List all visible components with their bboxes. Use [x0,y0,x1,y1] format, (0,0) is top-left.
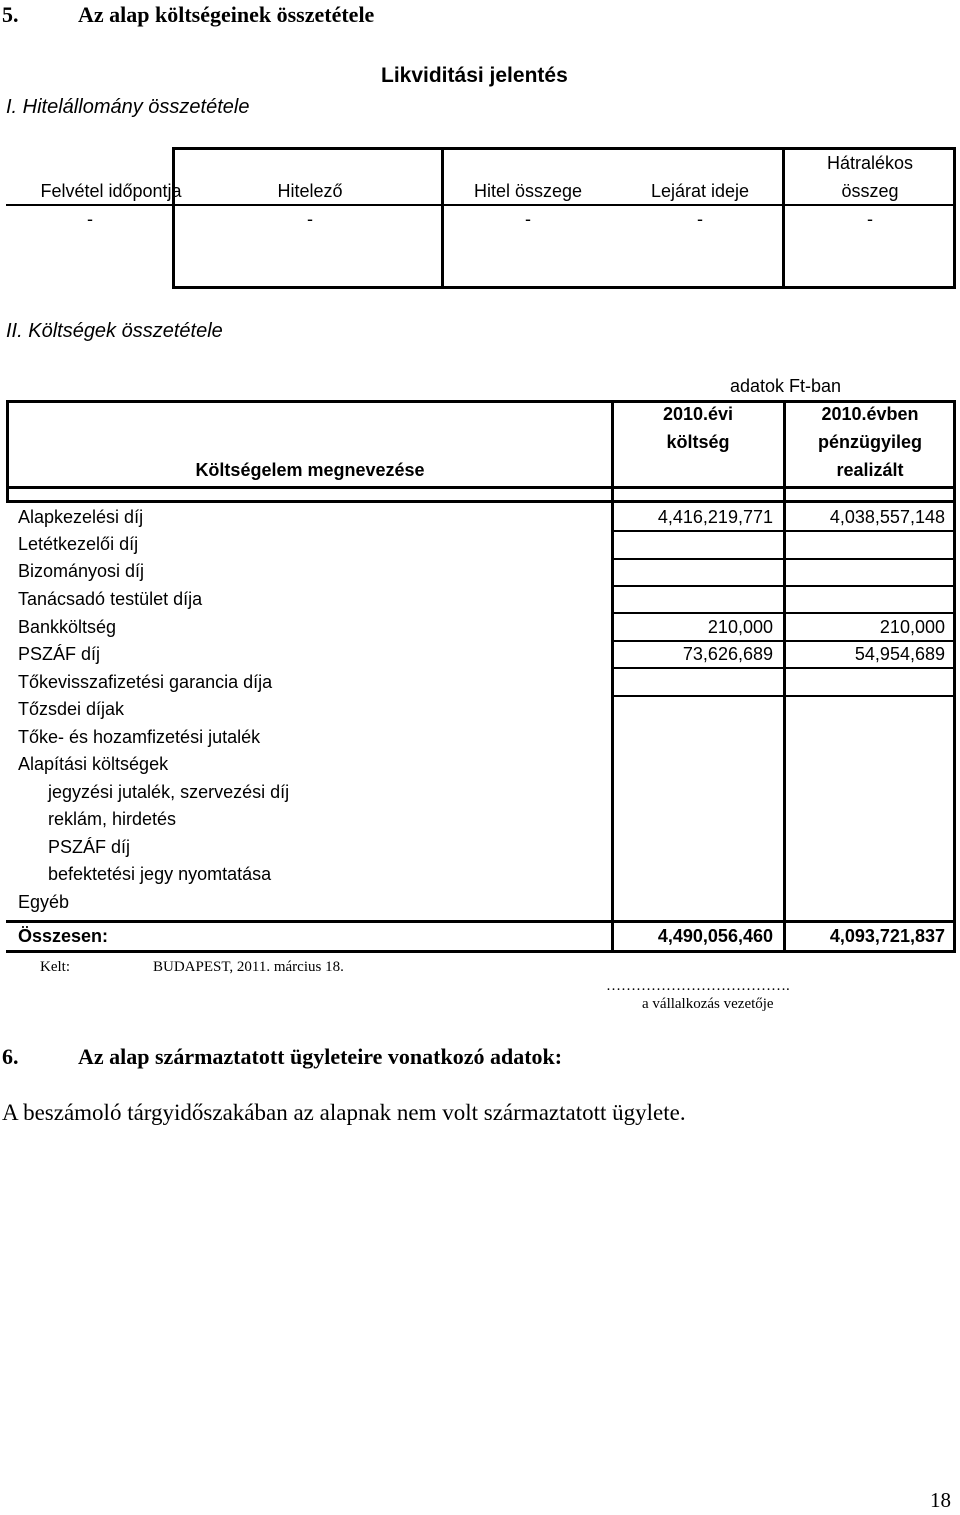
cost-row-label: Tanácsadó testület díja [18,589,203,609]
loan-portfolio-subtitle: I. Hitelállomány összetétele [6,96,250,118]
cost-table-header-divider [6,500,956,503]
cost-row-label: Tőke- és hozamfizetési jutalék [18,727,261,747]
cost-table-right-border [953,400,956,952]
loan-table-header-divider [6,204,956,206]
row-divider [611,667,956,669]
row-divider [611,640,956,642]
cost-row-label: PSZÁF díj [18,644,101,664]
section-6-text: A beszámoló tárgyidőszakában az alapnak nem volt származtatott ügylete. [2,1100,686,1125]
row-divider [611,585,956,587]
row-divider [611,612,956,614]
cost-row-realized: 54,954,689 [854,644,945,664]
header-realized-line1: 2010.évben [821,404,919,424]
cost-table-header-divider [6,486,956,489]
cost-table-top-border [6,400,956,403]
cost-table-total-divider [6,920,956,923]
section-5-number: 5. [2,2,19,27]
header-cost-element-name: Költségelem megnevezése [195,460,425,480]
cost-row-label: Bizományosi díj [18,561,145,581]
cost-row-label: Alapkezelési díj [18,507,144,527]
total-label: Összesen: [18,926,109,946]
row-divider [611,558,956,560]
cost-table-col-divider [783,400,786,952]
cost-row-realized: 4,038,557,148 [829,507,945,527]
loan-header-date: Felvétel időpontja [40,181,182,201]
cost-row-cost: 73,626,689 [682,644,773,664]
cost-row-sublabel: befektetési jegy nyomtatása [48,864,272,884]
cost-table-left-border [6,400,9,500]
header-realized-line3: realizált [836,460,904,480]
cost-table-bottom-border [6,950,956,953]
loan-header-lender: Hitelező [277,181,343,201]
signature-dots: ………………………………. [606,978,790,994]
cost-row-label: Bankköltség [18,617,117,637]
header-realized-line2: pénzügyileg [817,432,922,452]
loan-header-amount: Hitel összege [473,181,583,201]
section-5-title: Az alap költségeinek összetétele [78,2,375,27]
section-6-number: 6. [2,1044,19,1069]
total-cost: 4,490,056,460 [657,926,773,946]
loan-header-overdue-line1: Hátralékos [826,153,914,173]
header-cost-2010-line2: költség [666,432,730,452]
cost-row-label: Tőkevisszafizetési garancia díja [18,672,273,692]
section-6-title: Az alap származtatott ügyleteire vonatkozó adatok: [78,1044,563,1069]
loan-table-top-border [172,147,956,150]
loan-value-date: - [87,209,93,229]
kelt-label: Kelt: [40,959,70,975]
liquidity-report-title: Likviditási jelentés [381,64,568,87]
cost-row-label: Egyéb [18,892,70,912]
loan-table-bottom-border [172,286,956,289]
cost-row-label: Tőzsdei díjak [18,699,125,719]
cost-row-cost: 4,416,219,771 [657,507,773,527]
loan-value-lender: - [307,209,313,229]
loan-value-overdue: - [867,209,873,229]
header-cost-2010-line1: 2010.évi [662,404,734,424]
cost-row-sublabel: reklám, hirdetés [48,809,177,829]
cost-table-col-divider [611,400,614,952]
loan-header-overdue-line2: összeg [841,181,899,201]
costs-subtitle: II. Költségek összetétele [6,320,223,342]
row-divider [611,695,956,697]
cost-row-label: Alapítási költségek [18,754,169,774]
unit-note: adatok Ft-ban [730,376,842,396]
total-realized: 4,093,721,837 [829,926,945,946]
cost-row-cost: 210,000 [707,617,773,637]
row-divider [611,530,956,532]
cost-row-sublabel: jegyzési jutalék, szervezési díj [48,782,290,802]
page-number: 18 [930,1488,951,1512]
cost-row-realized: 210,000 [879,617,945,637]
loan-value-amount: - [525,209,531,229]
loan-value-maturity: - [697,209,703,229]
loan-header-maturity: Lejárat ideje [650,181,750,201]
cost-row-label: Letétkezelői díj [18,534,139,554]
signature-role: a vállalkozás vezetője [642,996,774,1012]
place-date: BUDAPEST, 2011. március 18. [153,959,344,975]
cost-row-sublabel: PSZÁF díj [48,837,131,857]
